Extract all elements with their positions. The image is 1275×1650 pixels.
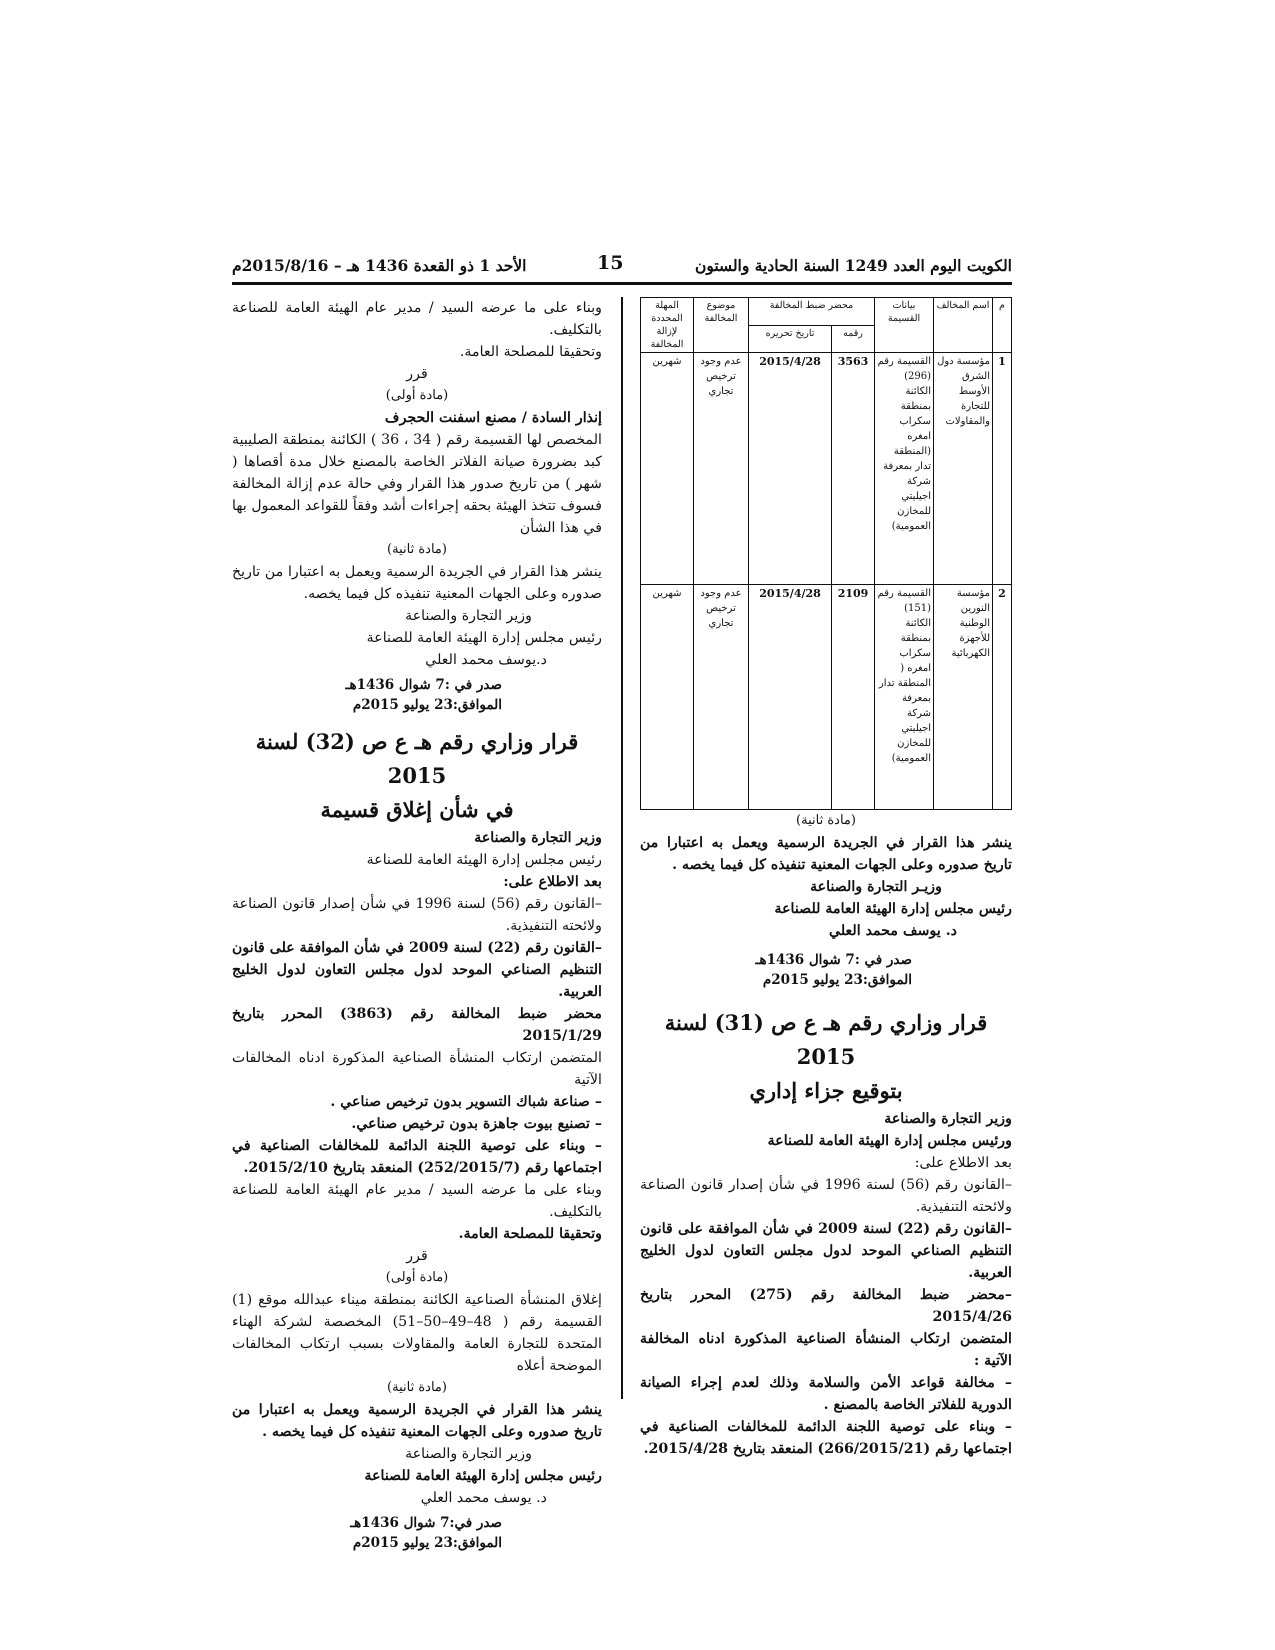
article-text: ينشر هذا القرار في الجريدة الرسمية ويعمل به اعتبارا من تاريخ صدوره وعلى الجهات المعنية تنفيذه كل فيما يخصه . <box>640 835 1012 873</box>
law-item: –القانون رقم (22) لسنة 2009 في شأن الموافقة على قانون التنظيم الصناعي الموحد لدول مجلس التعاون لدول الخليج العربية. <box>640 1221 1012 1281</box>
violations-table <box>640 297 1012 810</box>
violation-item: – مخالفة قواعد الأمن والسلامة وذلك لعدم إجراء الصيانة الدورية للفلاتر الخاصة بالمصنع . <box>640 1375 1012 1413</box>
chairman-line: ورئيس مجلس إدارة الهيئة العامة للصناعة <box>767 1133 1012 1149</box>
minister-line: وزير التجارة والصناعة <box>884 1111 1012 1127</box>
th-violator: اسم المخالف <box>934 298 993 353</box>
article-text: المخصص لها القسيمة رقم ( 34 ، 36 ) الكائنة بمنطقة الصليبية كبد بضرورة صيانة الفلاتر الخاصة بالمصنع خلال مدة أقصاها ( شهر ) من تاريخ صدور هذا القرار وفي حالة عدم إزالة المخالفة فسوف تتخذ الهيئة بحقه إجراءات أشد وفقاً للقواعد المعمول بها في هذا الشأن <box>232 432 602 536</box>
article-text: ينشر هذا القرار في الجريدة الرسمية ويعمل به اعتبارا من تاريخ صدوره وعلى الجهات المعنية تنفيذه كل فيما يخصه. <box>232 564 602 602</box>
article-text: ينشر هذا القرار في الجريدة الرسمية ويعمل به اعتبارا من تاريخ صدوره وعلى الجهات المعنية تنفيذه كل فيما يخصه . <box>232 1402 602 1440</box>
row-record-no: 3563 <box>832 353 875 585</box>
includes-line: المتضمن ارتكاب المنشأة الصناعية المذكورة ادناه المخالفة الآتية : <box>640 1331 1012 1369</box>
corresponding-date: الموافق:23 يوليو 2015م <box>352 697 502 713</box>
signature-minister: وزيـر التجارة والصناعة <box>810 879 942 895</box>
signature-chairman: رئيس مجلس إدارة الهيئة العامة للصناعة <box>774 901 1012 917</box>
public-interest: وتحقيقا للمصلحة العامة. <box>459 344 602 360</box>
issued-date: صدر في :7 شوال 1436هـ <box>755 952 912 968</box>
based-on: وبناء على ما عرضه السيد / مدير عام الهيئة العامة للصناعة بالتكليف. <box>232 300 602 338</box>
decision-subtitle: بتوقيع جزاء إداري <box>749 1078 903 1103</box>
row-record-date: 2015/4/28 <box>749 585 832 810</box>
committee-recommendation: – وبناء على توصية اللجنة الدائمة للمخالفات الصناعية في اجتماعها رقم (252/2015/7) المنعقد بتاريخ 2015/2/10. <box>232 1138 602 1176</box>
after-review: بعد الاطلاع على: <box>503 874 602 890</box>
row-num: 2 <box>993 585 1012 810</box>
row-subject: عدم وجود ترخيص تجاري <box>694 585 749 810</box>
committee-recommendation: – وبناء على توصية اللجنة الدائمة للمخالفات الصناعية في اجتماعها رقم (266/2015/21) المنعقد بتاريخ 2015/4/28. <box>640 1419 1012 1457</box>
publication-info: الكويت اليوم العدد 1249 السنة الحادية والستون <box>694 256 1012 275</box>
row-deadline: شهرين <box>641 353 694 585</box>
decision-subtitle: في شأن إغلاق قسيمة <box>320 797 514 822</box>
article-text: إغلاق المنشأة الصناعية الكائنة بمنطقة ميناء عبدالله موقع (1) القسيمة رقم ( 48–49–50–51) المخصصة لشركة الهناء المتحدة للتجارة العامة والمقاولات بسبب ارتكاب المخالفات الموضحة أعلاه <box>232 1292 603 1374</box>
violation-item: – تصنيع بيوت جاهزة بدون ترخيص صناعي. <box>351 1116 602 1132</box>
issued-date: صدر في:7 شوال 1436هـ <box>350 1515 502 1531</box>
row-num: 1 <box>993 353 1012 585</box>
left-column <box>232 297 602 1553</box>
signature-chairman: رئيس مجلس إدارة الهيئة العامة للصناعة <box>366 630 602 646</box>
signature-name: د. يوسف محمد العلي <box>420 1490 547 1506</box>
issue-date: الأحد 1 ذو القعدة 1436 هـ – 2015/8/16م <box>232 256 527 275</box>
table-row <box>641 353 1012 585</box>
chairman-line: رئيس مجلس إدارة الهيئة العامة للصناعة <box>366 852 602 868</box>
table-row <box>641 585 1012 810</box>
th-deadline: المهلة المحددة لإزالة المخالفة <box>641 298 694 353</box>
corresponding-date: الموافق:23 يوليو 2015م <box>762 972 912 988</box>
right-column <box>640 297 1012 1460</box>
issued-date: صدر في :7 شوال 1436هـ <box>345 677 502 693</box>
row-deadline: شهرين <box>641 585 694 810</box>
row-subject: عدم وجود ترخيص تجاري <box>694 353 749 585</box>
after-review: بعد الاطلاع على: <box>914 1155 1012 1171</box>
th-record-date: تاريخ تحريره <box>749 325 832 353</box>
signature-minister: وزير التجارة والصناعة <box>405 1446 532 1462</box>
row-record-date: 2015/4/28 <box>749 353 832 585</box>
decision-title: قرار وزاري رقم هـ ع ص (31) لسنة 2015 <box>664 1010 988 1069</box>
public-interest: وتحقيقا للمصلحة العامة. <box>458 1226 602 1242</box>
article-heading: (مادة أولى) <box>385 1270 449 1285</box>
page-number: 15 <box>597 252 624 274</box>
decided-heading: قرر <box>406 366 428 382</box>
column-divider <box>621 297 623 1399</box>
law-item: –القانون رقم (22) لسنة 2009 في شأن الموافقة على قانون التنظيم الصناعي الموحد لدول مجلس التعاون لدول الخليج العربية. <box>232 940 602 1000</box>
warning-to: إنذار السادة / مصنع اسفنت الحجرف <box>384 410 602 426</box>
decision-title: قرار وزاري رقم هـ ع ص (32) لسنة 2015 <box>255 729 579 788</box>
row-violator: مؤسسة دول الشرق الأوسط للتجارة والمقاولات <box>934 353 993 585</box>
violation-record: –محضر ضبط المخالفة رقم (275) المحرر بتاريخ 2015/4/26 <box>640 1287 1012 1325</box>
signature-minister: وزير التجارة والصناعة <box>405 608 532 624</box>
law-item: –القانون رقم (56) لسنة 1996 في شأن إصدار قانون الصناعة ولائحته التنفيذية. <box>232 896 603 934</box>
violation-record: محضر ضبط المخالفة رقم (3863) المحرر بتاريخ 2015/1/29 <box>232 1006 602 1044</box>
article-heading: (مادة ثانية) <box>796 813 856 828</box>
corresponding-date: الموافق:23 يوليو 2015م <box>352 1535 502 1551</box>
row-violator: مؤسسة النورين الوطنية للأجهزة الكهربائية <box>934 585 993 810</box>
includes-line: المتضمن ارتكاب المنشأة الصناعية المذكورة ادناه المخالفات الآتية <box>232 1050 602 1088</box>
th-record-no: رقمه <box>832 325 875 353</box>
based-on: وبناء على ما عرضه السيد / مدير عام الهيئة العامة للصناعة بالتكليف. <box>232 1182 602 1220</box>
row-record-no: 2109 <box>832 585 875 810</box>
signature-chairman: رئيس مجلس إدارة الهيئة العامة للصناعة <box>364 1468 602 1484</box>
article-heading: (مادة ثانية) <box>387 1380 447 1395</box>
th-num: م <box>993 298 1012 353</box>
article-heading: (مادة أولى) <box>385 388 449 403</box>
signature-name: د.يوسف محمد العلي <box>425 652 547 668</box>
row-plot: القسيمة رقم (296) الكائنة بمنطقة سكراب امغره (المنطقة تدار بمعرفة شركة اجيليتي للمخازن العمومية) <box>875 353 934 585</box>
law-item: –القانون رقم (56) لسنة 1996 في شأن إصدار قانون الصناعة ولائحته التنفيذية. <box>640 1177 1012 1215</box>
page-header <box>232 252 1012 285</box>
th-plot: بيانات القسيمة <box>875 298 934 353</box>
violation-item: – صناعة شباك التسوير بدون ترخيص صناعي . <box>330 1094 602 1110</box>
article-heading: (مادة ثانية) <box>387 542 447 557</box>
th-record-group: محضر ضبط المخالفة <box>749 298 875 326</box>
minister-line: وزير التجارة والصناعة <box>474 830 602 846</box>
th-subject: موضوع المخالفة <box>694 298 749 353</box>
row-plot: القسيمة رقم (151) الكائنة بمنطقة سكراب امغره ( المنطقة تدار بمعرفة شركة اجيليتي للمخازن العمومية) <box>875 585 934 810</box>
decided-heading: قرر <box>406 1248 428 1264</box>
signature-name: د. يوسف محمد العلي <box>829 923 957 939</box>
